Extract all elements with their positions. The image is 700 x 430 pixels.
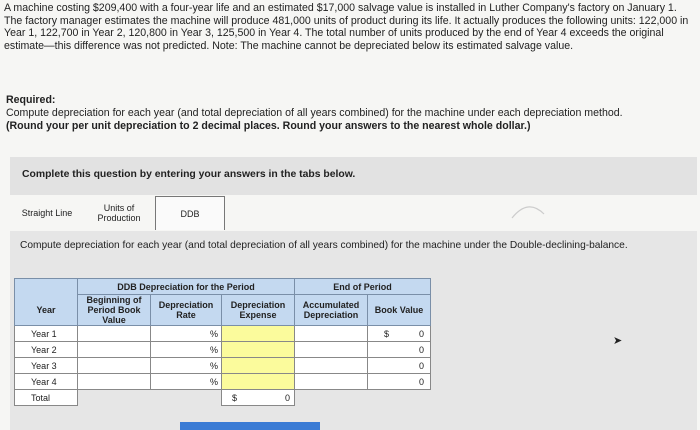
expense-input[interactable] [222,342,295,358]
dollar-sign: $ [384,328,390,339]
beginning-value-input[interactable] [78,374,151,390]
total-expense-cell [222,390,295,406]
rate-input[interactable]: % [151,342,222,358]
tab-straight-line[interactable]: Straight Line [21,208,73,218]
required-text [6,107,696,132]
expense-input[interactable] [222,358,295,374]
book-value: 0 [418,376,424,387]
rounding-note: (Round your per unit depreciation to 2 decimal places. Round your answers to the nearest whole dollar.) [6,119,531,132]
table-row [15,342,431,358]
accumulated-input[interactable] [295,342,368,358]
table-row [15,374,431,390]
book-value-cell [368,374,431,390]
book-value: 0 [418,360,424,371]
dollar-sign: $ [232,392,238,403]
rate-input[interactable]: % [151,358,222,374]
col-accumulated-depreciation: Accumulated Depreciation [295,295,368,326]
problem-statement: A machine costing $209,400 with a four-year life and an estimated $17,000 salvage value is installed in Luther Company's factory on January 1. The factory manager estimates the machine will produce 481,000 units of product during its life. It actually produces the following units: 122,000 in Year 1, 122,700 in Year 2, 120,800 in Year 3, 125,500 in Year 4. The total number of units produced by the end of Year 4 exceeds the original estimate—this difference was not predicted. Note: The machine cannot be depreciated below its estimated salvage value. [4,2,689,52]
book-value-cell [368,342,431,358]
tab-units-of-production[interactable]: Units of Production [97,203,141,223]
beginning-value-input[interactable] [78,326,151,342]
loading-arc-icon [508,196,548,226]
accumulated-input[interactable] [295,358,368,374]
row-year-label: Year 1 [15,326,78,342]
next-button[interactable] [180,422,320,430]
complete-question-text: Complete this question by entering your answers in the tabs below. [22,169,356,180]
row-year-label: Year 3 [15,358,78,374]
complete-question-banner [10,157,697,195]
table-row [15,358,431,374]
accumulated-input[interactable] [295,326,368,342]
book-value-cell [368,326,431,342]
group-header-ddb: DDB Depreciation for the Period [78,279,295,295]
tab-ddb[interactable]: DDB [155,196,225,230]
total-expense-value: 0 [284,392,290,403]
book-value: 0 [418,328,424,339]
book-value-cell [368,358,431,374]
mouse-cursor-icon: ➤ [613,335,623,347]
row-year-label: Year 2 [15,342,78,358]
required-instruction: Compute depreciation for each year (and total depreciation of all years combined) for the machine under each depreciation method. [6,107,623,119]
book-value: 0 [418,344,424,355]
col-depreciation-rate: Depreciation Rate [151,295,222,326]
total-row [15,390,431,406]
expense-input[interactable] [222,326,295,342]
row-year-label: Year 4 [15,374,78,390]
col-beginning-book-value: Beginning of Period Book Value [78,295,151,326]
col-year: Year [15,295,78,326]
col-book-value: Book Value [368,295,431,326]
panel-instruction: Compute depreciation for each year (and total depreciation of all years combined) for the machine under the Double-declining-balance. [20,240,628,251]
expense-input[interactable] [222,374,295,390]
beginning-value-input[interactable] [78,358,151,374]
beginning-value-input[interactable] [78,342,151,358]
table-row [15,326,431,342]
rate-input[interactable]: % [151,374,222,390]
accumulated-input[interactable] [295,374,368,390]
required-heading: Required: [6,94,56,106]
group-header-end-of-period: End of Period [295,279,431,295]
ddb-table [14,278,431,406]
rate-input[interactable]: % [151,326,222,342]
total-label: Total [15,390,78,406]
col-depreciation-expense: Depreciation Expense [222,295,295,326]
